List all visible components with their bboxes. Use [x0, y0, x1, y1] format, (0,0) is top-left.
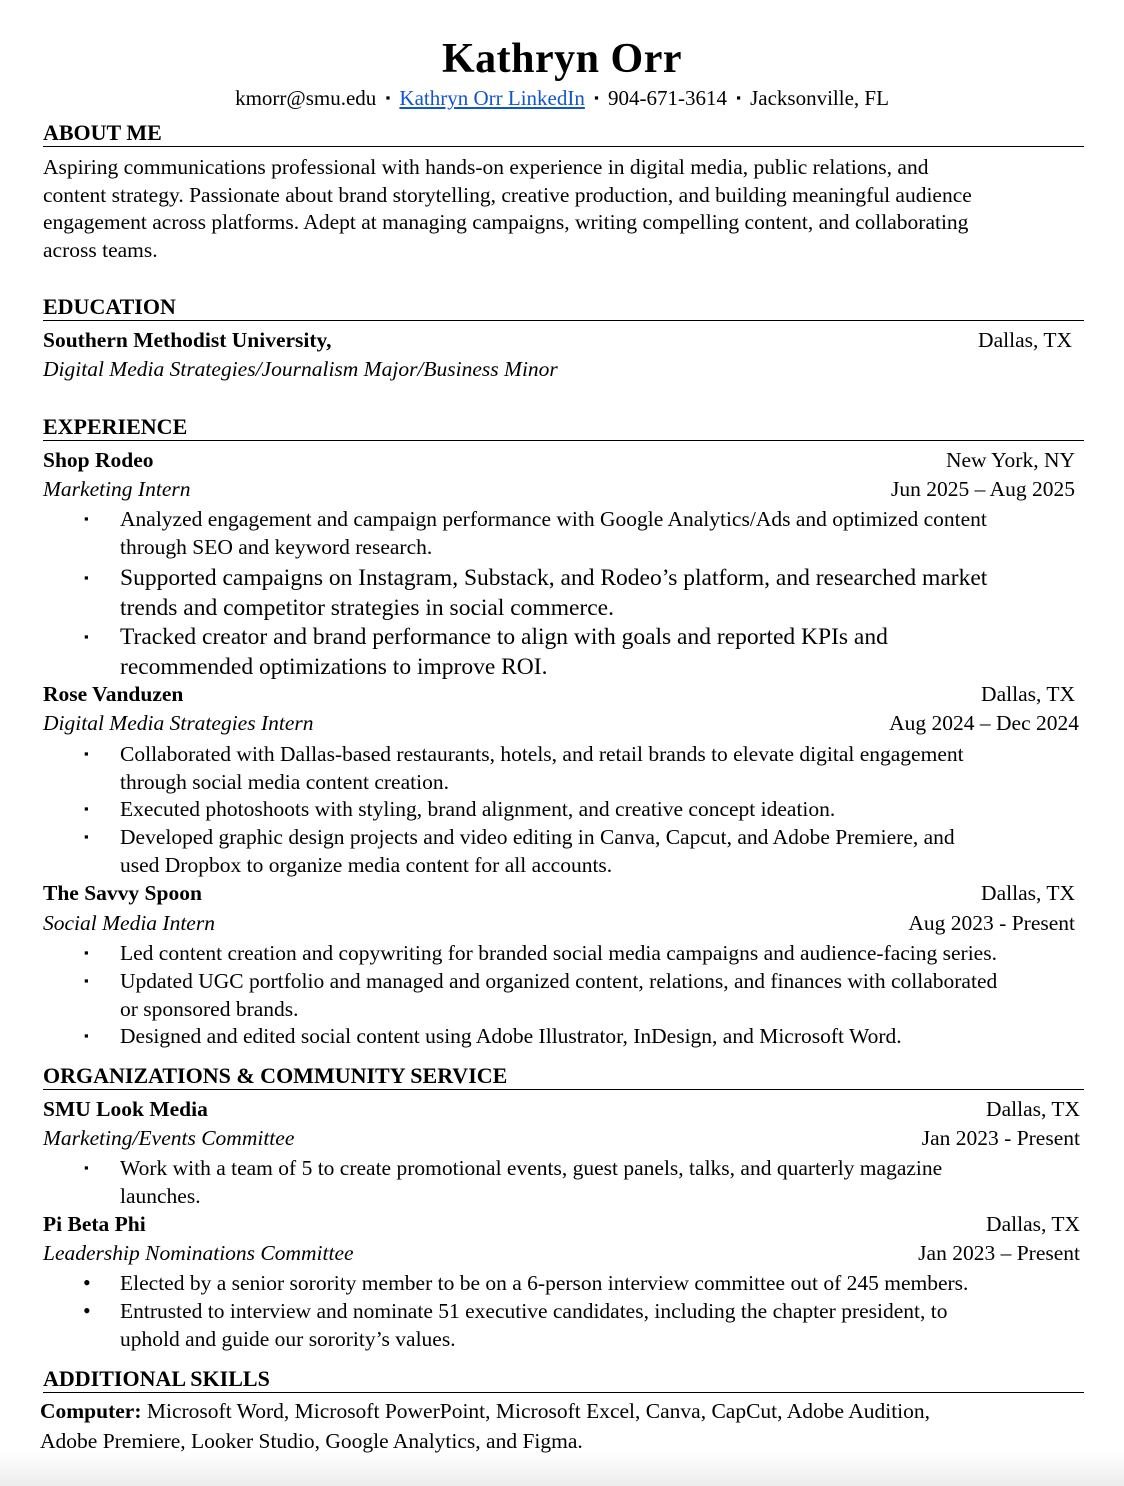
about-line: across teams. [43, 238, 158, 262]
skills-text [40, 1396, 1085, 1456]
school-location: Dallas, TX [978, 328, 1072, 352]
org-name: Pi Beta Phi [43, 1212, 146, 1236]
separator-icon: ▪ [594, 90, 599, 105]
bullet-item: ▪ Developed graphic design projects and video editing in Canva, Capcut, and Adobe Premiere, and used Dropbox to organize media content for all accounts. [84, 825, 955, 877]
org-title: Marketing/Events Committee [43, 1126, 295, 1150]
job-org: Rose Vanduzen [43, 682, 184, 706]
contact-line [0, 84, 1124, 112]
org-location: Dallas, TX [986, 1097, 1080, 1121]
bullet-item: ▪ Updated UGC portfolio and managed and organized content, relations, and finances with collaborated or sponsored brands. [84, 969, 998, 1021]
degree-text: Digital Media Strategies/Journalism Major/Business Minor [43, 357, 558, 381]
about-line: Aspiring communications professional with hands-on experience in digital media, public relations, and [43, 155, 929, 179]
skills-heading: ADDITIONAL SKILLS [43, 1366, 1084, 1393]
square-bullet-icon: ▪ [84, 829, 89, 844]
skills-list-cont: Adobe Premiere, Looker Studio, Google Analytics, and Figma. [40, 1429, 583, 1453]
bullet-item: • Entrusted to interview and nominate 51 executive candidates, including the chapter president, to uphold and guide our sorority’s values. [83, 1298, 948, 1351]
bullet-item: ▪ Analyzed engagement and campaign performance with Google Analytics/Ads and optimized content through SEO and keyword research. [84, 507, 987, 559]
location-text: Jacksonville, FL [750, 86, 889, 110]
job-location: Dallas, TX [981, 682, 1075, 706]
square-bullet-icon: ▪ [84, 570, 89, 585]
square-bullet-icon: ▪ [84, 1160, 89, 1175]
about-line: content strategy. Passionate about brand storytelling, creative production, and building meaningful audience [43, 183, 972, 207]
job-title: Digital Media Strategies Intern [43, 711, 314, 735]
dot-bullet-icon: • [83, 1270, 91, 1295]
org-dates: Jan 2023 – Present [918, 1241, 1080, 1265]
bullet-item: ▪ Work with a team of 5 to create promotional events, guest panels, talks, and quarterly magazine launches. [84, 1156, 943, 1208]
about-line: engagement across platforms. Adept at managing campaigns, writing compelling content, and collaborating [43, 210, 969, 234]
organizations-heading: ORGANIZATIONS & COMMUNITY SERVICE [43, 1063, 1084, 1090]
job-dates: Aug 2024 – Dec 2024 [889, 711, 1079, 735]
skills-list: Microsoft Word, Microsoft PowerPoint, Microsoft Excel, Canva, CapCut, Adobe Audition, [141, 1399, 931, 1423]
square-bullet-icon: ▪ [84, 511, 89, 526]
candidate-name: Kathryn Orr [442, 36, 682, 82]
job-dates: Jun 2025 – Aug 2025 [891, 477, 1075, 501]
square-bullet-icon: ▪ [84, 973, 89, 988]
square-bullet-icon: ▪ [84, 1028, 89, 1043]
square-bullet-icon: ▪ [84, 746, 89, 761]
bullet-item: ▪ Supported campaigns on Instagram, Substack, and Rodeo’s platform, and researched market trends and competitor strategies in social commerce. [84, 565, 988, 621]
job-dates: Aug 2023 - Present [908, 911, 1075, 935]
org-dates: Jan 2023 - Present [921, 1126, 1080, 1150]
bullet-item: ▪ Led content creation and copywriting for branded social media campaigns and audience-facing series. [84, 941, 997, 965]
separator-icon: ▪ [736, 90, 741, 105]
job-org: The Savvy Spoon [43, 881, 202, 905]
phone-text: 904-671-3614 [607, 86, 727, 110]
experience-heading: EXPERIENCE [43, 414, 1084, 441]
school-name: Southern Methodist University, [43, 328, 332, 352]
org-name: SMU Look Media [43, 1097, 208, 1121]
square-bullet-icon: ▪ [84, 629, 89, 644]
job-location: New York, NY [945, 448, 1075, 472]
bullet-item: ▪ Executed photoshoots with styling, brand alignment, and creative concept ideation. [84, 797, 836, 821]
education-heading: EDUCATION [43, 294, 1084, 321]
dot-bullet-icon: • [83, 1298, 91, 1323]
bullet-item: ▪ Tracked creator and brand performance to align with goals and reported KPIs and recommended optimizations to improve ROI. [84, 624, 888, 680]
separator-icon: ▪ [385, 90, 391, 105]
job-title: Marketing Intern [43, 477, 191, 501]
square-bullet-icon: ▪ [84, 801, 89, 816]
linkedin-link[interactable]: Kathryn Orr LinkedIn [399, 86, 585, 110]
email-text: kmorr@smu.edu [235, 86, 377, 110]
org-title: Leadership Nominations Committee [43, 1241, 354, 1265]
bullet-item: ▪ Designed and edited social content using Adobe Illustrator, InDesign, and Microsoft Word. [84, 1024, 902, 1048]
job-location: Dallas, TX [981, 881, 1075, 905]
square-bullet-icon: ▪ [84, 945, 89, 960]
org-location: Dallas, TX [986, 1212, 1080, 1236]
bullet-item: ▪ Collaborated with Dallas-based restaurants, hotels, and retail brands to elevate digital engagement through social media content creation. [84, 742, 964, 794]
bullet-item: • Elected by a senior sorority member to be on a 6-person interview committee out of 245 members. [83, 1270, 969, 1295]
job-title: Social Media Intern [43, 911, 215, 935]
about-heading: ABOUT ME [43, 120, 1084, 147]
skills-label: Computer: [40, 1399, 142, 1423]
job-org: Shop Rodeo [43, 448, 154, 472]
